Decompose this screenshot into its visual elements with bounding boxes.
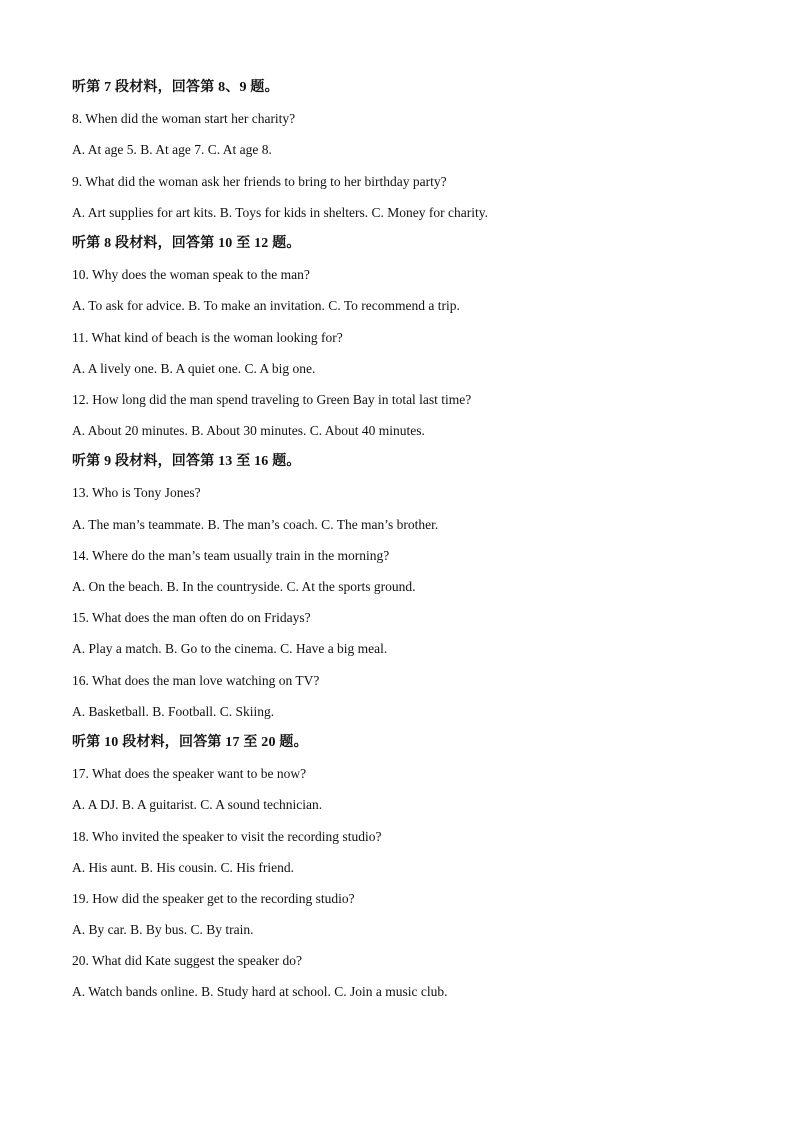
answer-options: A. Art supplies for art kits. B. Toys for kids in shelters. C. Money for charity. [72, 204, 489, 220]
question-text: 11. What kind of beach is the woman looking for? [72, 329, 343, 345]
section-heading: 听第 7 段材料，回答第 8、9 题。 [72, 80, 279, 95]
exam-page [72, 76, 732, 1012]
question-text: 17. What does the speaker want to be now? [72, 766, 307, 782]
answer-options: A. His aunt. B. His cousin. C. His friend. [72, 859, 294, 875]
answer-options: A. Play a match. B. Go to the cinema. C. Have a big meal. [72, 641, 388, 657]
question-text: 10. Why does the woman speak to the man? [72, 267, 310, 283]
answer-options: A. By car. B. By bus. C. By train. [72, 922, 254, 938]
section-heading: 听第 10 段材料，回答第 17 至 20 题。 [72, 734, 308, 750]
question-text: 12. How long did the man spend traveling to Green Bay in total last time? [72, 391, 472, 407]
answer-options: A. Basketball. B. Football. C. Skiing. [72, 703, 275, 719]
question-text: 14. Where do the man’s team usually train in the morning? [72, 547, 390, 563]
question-text: 18. Who invited the speaker to visit the recording studio? [72, 828, 382, 844]
answer-options: A. A DJ. B. A guitarist. C. A sound technician. [72, 797, 323, 813]
answer-options: A. The man’s teammate. B. The man’s coach. C. The man’s brother. [72, 516, 439, 532]
answer-options: A. Watch bands online. B. Study hard at school. C. Join a music club. [72, 984, 448, 1000]
question-text: 19. How did the speaker get to the recording studio? [72, 890, 355, 906]
answer-options: A. About 20 minutes. B. About 30 minutes. C. About 40 minutes. [72, 423, 425, 439]
question-text: 8. When did the woman start her charity? [72, 111, 296, 127]
answer-options: A. A lively one. B. A quiet one. C. A big one. [72, 360, 316, 376]
answer-options: A. At age 5. B. At age 7. C. At age 8. [72, 142, 272, 158]
section-heading: 听第 9 段材料，回答第 13 至 16 题。 [72, 454, 301, 470]
question-text: 13. Who is Tony Jones? [72, 485, 201, 501]
answer-options: A. On the beach. B. In the countryside. C. At the sports ground. [72, 579, 416, 594]
question-text: 16. What does the man love watching on TV? [72, 672, 320, 688]
question-text: 20. What did Kate suggest the speaker do? [72, 953, 302, 969]
question-text: 15. What does the man often do on Fridays? [72, 610, 311, 626]
section-heading: 听第 8 段材料，回答第 10 至 12 题。 [72, 235, 301, 251]
question-text: 9. What did the woman ask her friends to bring to her birthday party? [72, 173, 447, 189]
answer-options: A. To ask for advice. B. To make an invitation. C. To recommend a trip. [72, 298, 460, 314]
